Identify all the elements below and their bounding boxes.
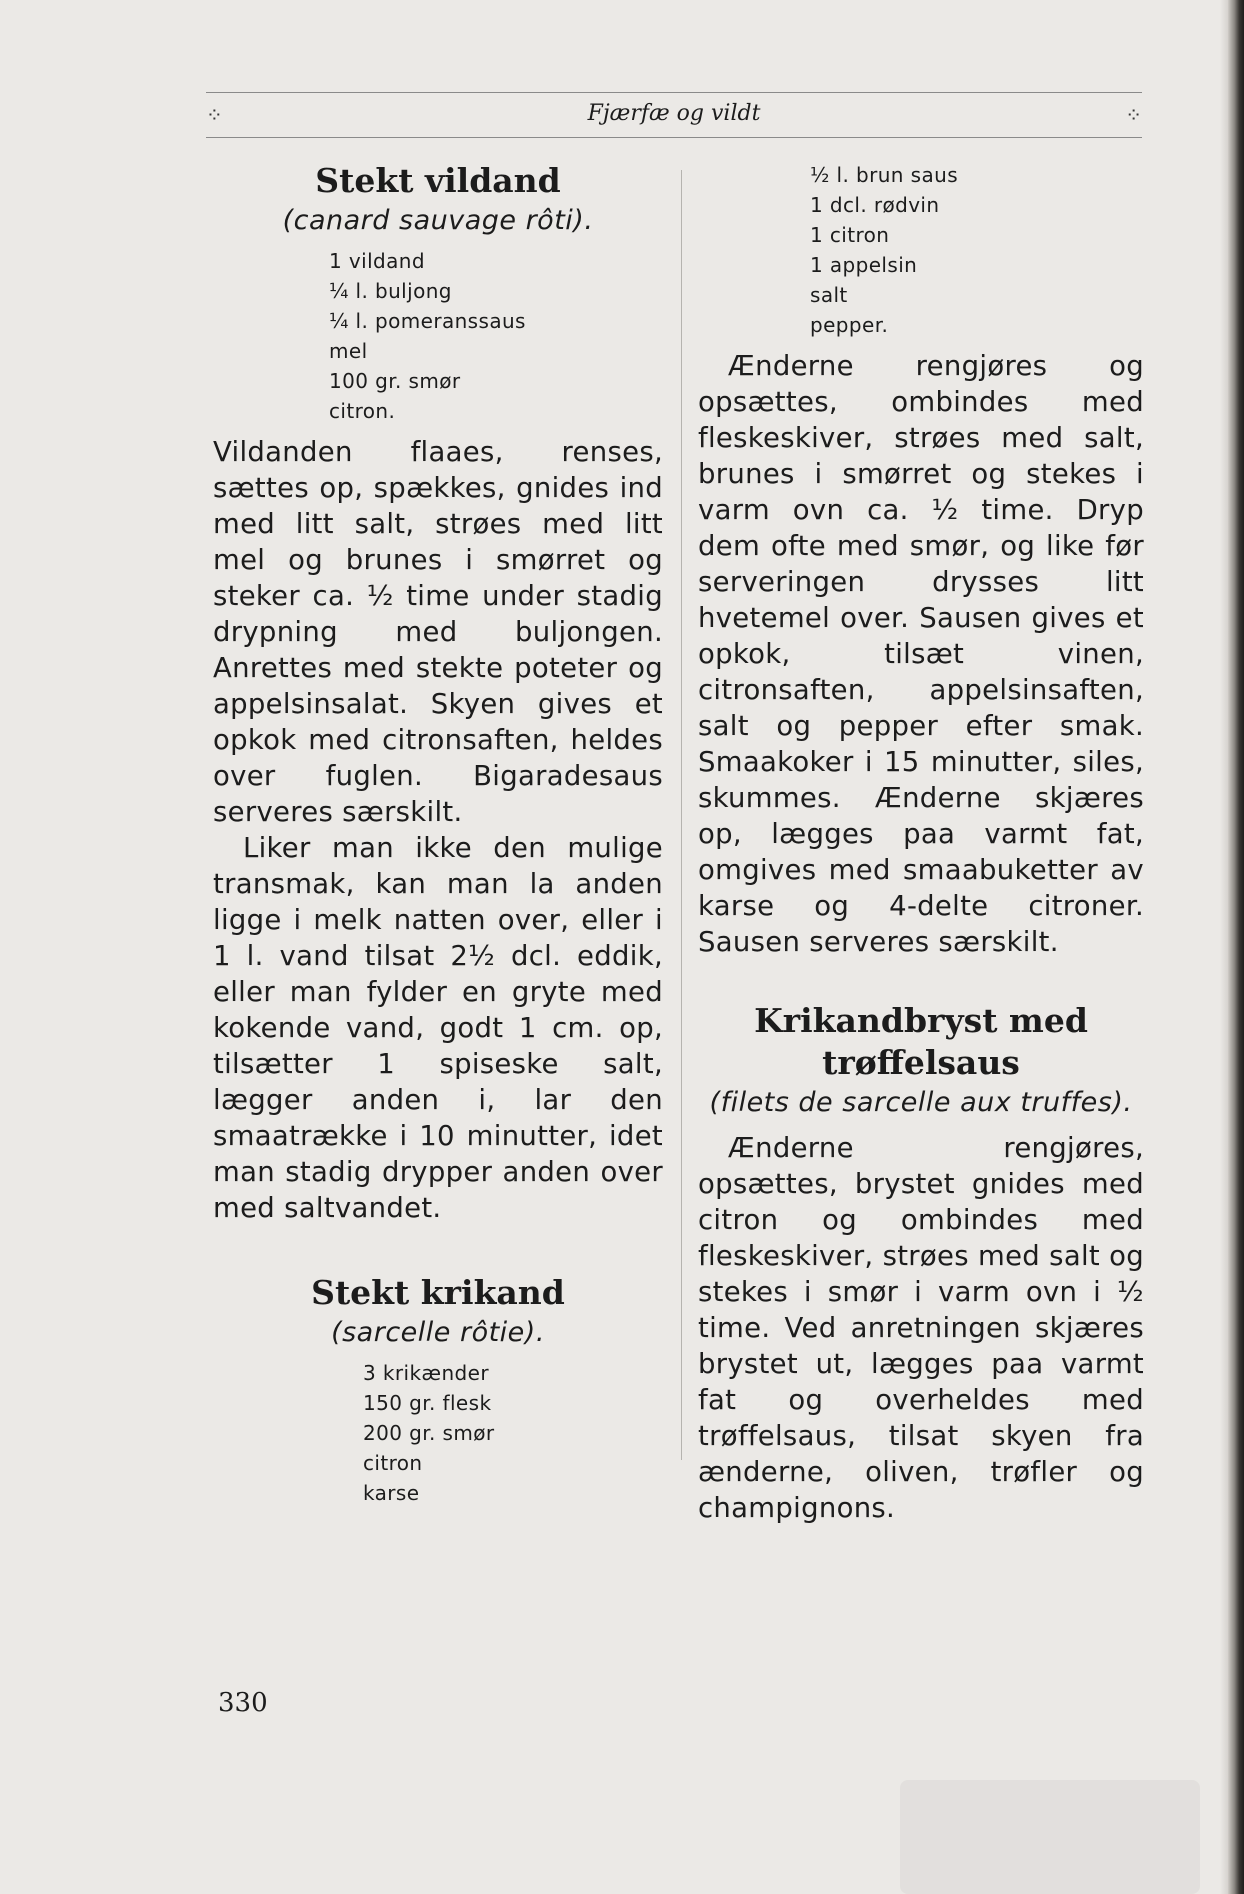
- ingredient: citron: [363, 1451, 423, 1475]
- chapter-title: Fjærfæ og vildt: [587, 101, 761, 126]
- recipe-paragraph: Ænderne rengjøres, opsættes, brystet gnides med citron og ombindes med fleskeskiver, strøes med salt og stekes i smør i varm ovn i ½ time. Ved anretningen skjæres brystet ut, lægges paa varmt fat og overheldes med trøffelsaus, tilsat skyen fra ænderne, oliven, trøfler og champignons.: [698, 1132, 1144, 1524]
- recipe-title: trøffelsaus: [822, 1043, 1020, 1082]
- recipe-paragraph: Ænderne rengjøres og opsættes, ombindes med fleskeskiver, strøes med salt, brunes i smørret og stekes i varm ovn ca. ½ time. Dryp dem ofte med smør, og like før serveringen drysses litt hvetemel over. Sausen gives et opkok, tilsæt vinen, citronsaften, appelsinsaften, salt og pepper efter smak. Smaakoker i 15 minutter, siles, skummes. Ænderne skjæres op, lægges paa varmt fat, omgives med smaabuketter av karse og 4-delte citroner. Sausen serveres særskilt.: [698, 350, 1144, 958]
- recipe-title: Stekt krikand: [311, 1273, 565, 1312]
- ingredient: 1 appelsin: [810, 253, 918, 277]
- ingredient: ¼ l. buljong: [329, 279, 452, 303]
- ingredient: citron.: [329, 399, 396, 423]
- recipe-subtitle: (sarcelle rôtie).: [331, 1317, 545, 1348]
- ingredient-list: [213, 246, 663, 426]
- recipe-title: Krikandbryst med: [754, 1001, 1088, 1040]
- left-column: [213, 160, 663, 1516]
- book-spine-edge: [1228, 0, 1244, 1894]
- ingredient: 150 gr. flesk: [363, 1391, 492, 1415]
- ingredient: mel: [329, 339, 368, 363]
- ingredient: salt: [810, 283, 848, 307]
- recipe-subtitle: (canard sauvage rôti).: [282, 205, 594, 236]
- column-divider: [681, 170, 682, 1460]
- page-edge-shadow: [1220, 0, 1228, 1894]
- ingredient: pepper.: [810, 313, 889, 337]
- ingredient-list: [698, 160, 1144, 340]
- ornament-right-icon: ⁘: [1125, 103, 1142, 127]
- ingredient: 1 dcl. rødvin: [810, 193, 940, 217]
- recipe-subtitle: (filets de sarcelle aux truffes).: [709, 1087, 1133, 1118]
- ingredient: 3 krikænder: [363, 1361, 489, 1385]
- ingredient: 1 citron: [810, 223, 890, 247]
- page-number: 330: [218, 1688, 268, 1718]
- recipe-title: Stekt vildand: [315, 161, 561, 200]
- right-column: [698, 160, 1144, 1526]
- ornament-left-icon: ⁘: [206, 103, 223, 127]
- ingredient: 1 vildand: [329, 249, 425, 273]
- running-header: [206, 92, 1142, 138]
- ingredient: 200 gr. smør: [363, 1421, 495, 1445]
- ingredient: ¼ l. pomeranssaus: [329, 309, 526, 333]
- ingredient: ½ l. brun saus: [810, 163, 959, 187]
- ingredient: karse: [363, 1481, 420, 1505]
- ingredient-list: [213, 1358, 663, 1508]
- ingredient: 100 gr. smør: [329, 369, 461, 393]
- recipe-paragraph: Liker man ikke den mulige transmak, kan man la anden ligge i melk natten over, eller i 1 l. vand tilsat 2½ dcl. eddik, eller man fylder en gryte med kokende vand, godt 1 cm. op, tilsætter 1 spiseske salt, lægger anden i, lar den smaatrække i 10 minutter, idet man stadig drypper anden over med saltvandet.: [213, 832, 663, 1224]
- recipe-paragraph: Vildanden flaaes, renses, sættes op, spækkes, gnides ind med litt salt, strøes med litt mel og brunes i smørret og steker ca. ½ time under stadig drypning med buljongen. Anrettes med stekte poteter og appelsinsalat. Skyen gives et opkok med citronsaften, heldes over fuglen. Bigaradesaus serveres særskilt.: [213, 436, 663, 828]
- paper-stain: [900, 1780, 1200, 1894]
